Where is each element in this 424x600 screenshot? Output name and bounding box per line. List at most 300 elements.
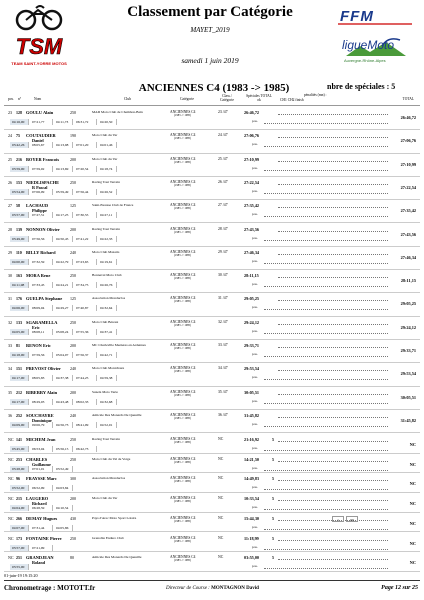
split-time: 07:41,22	[74, 236, 97, 242]
row-category: ANCIENNES C4	[170, 203, 196, 208]
split-time: 04:50,45	[54, 236, 73, 242]
row-cylinder: 190	[70, 133, 76, 139]
row-name: GUELPA Stephane	[26, 296, 63, 302]
row-name: LAUGERO	[26, 496, 49, 502]
row-pos: 29	[8, 249, 12, 255]
row-pos-label: pos.	[252, 446, 258, 450]
split-time: 05:08,24	[54, 329, 73, 335]
row-pos: NC	[8, 515, 14, 521]
split-time: 08:09,04	[30, 305, 53, 311]
row-category-range: (1983 -> 1985)	[174, 114, 191, 117]
row-firstname: Eric	[32, 324, 40, 330]
row-class: NC	[218, 456, 224, 461]
row-club: Moto Club du Val de Vorge	[92, 456, 131, 461]
row-cylinder: 300	[70, 476, 76, 482]
row-total: NC	[409, 481, 416, 487]
row-name: SOUCHAYRE	[26, 412, 54, 418]
col-speciales: Spéciales TOTAL ok	[246, 94, 272, 102]
row-name: COUTAUDIER	[26, 133, 56, 139]
split-time: 04:20,50	[98, 119, 117, 125]
row-club: Racing Tout Terrain	[92, 179, 120, 184]
row-category: ANCIENNES C4	[170, 366, 196, 371]
row-total-specials: 03:55,00	[244, 555, 260, 561]
row-total: 29:33,71	[400, 348, 416, 353]
row-pos-label: pos.	[252, 188, 258, 193]
row-name: MORA Rene	[26, 273, 51, 279]
row-name: DEMAY Hugues	[26, 515, 58, 521]
split-time: 04:19,61	[98, 259, 117, 265]
table-row	[4, 270, 420, 293]
split-time: 07:27,51	[30, 212, 53, 218]
split-time: 07:55,36	[74, 329, 97, 335]
row-total: NC	[409, 442, 416, 447]
split-time: 03:52,00	[10, 485, 29, 491]
row-penalty: 5	[272, 476, 274, 482]
row-pos: 34	[8, 366, 12, 372]
split-time: 04:27,11	[98, 212, 117, 218]
row-club: Moto Club Béreux	[92, 319, 119, 324]
row-total: 27:22,54	[400, 184, 416, 190]
table-row	[4, 410, 420, 433]
row-total: 29:24,12	[400, 324, 416, 330]
table-row	[4, 473, 420, 493]
penalty-line	[278, 496, 388, 501]
position-line	[264, 212, 388, 217]
split-time: 06:53,04	[30, 446, 53, 452]
row-class: 24 /47	[218, 133, 228, 138]
row-number: 133	[16, 319, 22, 325]
row-number: 139	[16, 226, 22, 232]
event-name: MAYET_2019	[190, 26, 230, 34]
row-club: Saint-Eustase Club de France	[92, 203, 134, 208]
row-pos-label: pos.	[252, 142, 258, 147]
row-class: 28 /47	[218, 226, 228, 231]
row-name: CHARLES	[26, 456, 48, 462]
row-name: SGARAMELLA	[26, 319, 58, 325]
row-club: Pays d'Arac Moto Sport Loisirs	[92, 515, 137, 520]
row-pos: 32	[8, 319, 12, 325]
row-number: 153	[16, 179, 22, 185]
split-time: 07:59,02	[30, 166, 53, 172]
split-time: 04:26,52	[98, 189, 117, 195]
row-number: 163	[16, 273, 22, 279]
position-line	[264, 166, 388, 171]
row-class: 33 /47	[218, 343, 228, 347]
row-category-range: (1983 -> 1985)	[174, 323, 191, 327]
split-time: 03:49,00	[10, 236, 29, 242]
row-firstname: Dominique	[32, 417, 52, 423]
row-category: ANCIENNES C4	[170, 249, 196, 254]
split-time: 09:06,79	[30, 422, 53, 428]
row-number: 81	[16, 343, 20, 348]
split-time: 03:52,49	[54, 466, 73, 472]
position-line	[264, 485, 388, 490]
split-time: 07:59,56	[30, 352, 53, 358]
row-total-specials: 10:33,54	[244, 496, 260, 502]
position-line	[264, 189, 388, 194]
position-line	[264, 466, 388, 471]
page-title: Classement par Catégorie	[127, 4, 293, 20]
table-row	[4, 340, 420, 363]
nb-speciales-label: nbre de spéciales :	[327, 82, 390, 91]
row-cylinder: 200	[70, 389, 76, 395]
row-penalty: 5	[272, 555, 274, 561]
tsm-logo	[8, 4, 70, 68]
table-row	[4, 154, 420, 177]
table-row	[4, 317, 420, 340]
row-name: LACHAUD	[26, 203, 49, 209]
row-name: GOULU Alain	[26, 110, 54, 115]
svg-text:TSM: TSM	[15, 34, 63, 59]
split-time: 08:29,03	[30, 399, 53, 405]
penalty-line	[278, 180, 388, 185]
split-time: 04:00,00	[10, 259, 29, 265]
split-time: 05:04,07	[54, 352, 73, 358]
split-time: 05:59,49	[54, 189, 73, 195]
row-cylinder: 430	[70, 515, 76, 521]
row-category-range: (1983 -> 1985)	[174, 137, 191, 141]
split-time: 04:09,00	[10, 422, 29, 428]
category-title: ANCIENNES C4 (1983 -> 1985)	[138, 82, 290, 94]
row-club: Amicale Des Monards De Queuille	[92, 412, 142, 417]
row-category-range: (1983 -> 1985)	[174, 441, 191, 444]
row-number: 212	[16, 389, 22, 395]
position-line	[264, 446, 388, 451]
row-club: Moto Club du Var	[92, 133, 118, 138]
row-category: ANCIENNES C4	[170, 535, 196, 540]
position-line	[264, 352, 388, 357]
row-category-range: (1983 -> 1985)	[174, 393, 191, 397]
row-pos: 25	[8, 156, 12, 162]
penalty-line	[278, 227, 388, 232]
row-class: NC	[218, 535, 224, 540]
row-class: 34 /47	[218, 366, 228, 371]
row-number: 141	[16, 437, 22, 442]
split-time: 04:32,68	[98, 399, 117, 405]
row-class: 27 /47	[218, 203, 228, 208]
split-time: 07:56,37	[74, 352, 97, 358]
split-time: 07:34,75	[74, 282, 97, 288]
event-date: samedi 1 juin 2019	[181, 56, 239, 65]
table-row	[4, 493, 420, 513]
split-time: 03:57,00	[10, 212, 29, 218]
row-total-specials: 30:05,51	[244, 389, 260, 395]
split-time: 05:56,15	[54, 446, 73, 452]
row-number: 58	[16, 203, 20, 209]
table-row	[4, 513, 420, 533]
penalty-line	[278, 343, 388, 348]
table-row	[4, 363, 420, 386]
row-club: Moto Club Montchaux	[92, 366, 125, 371]
row-number: 128	[16, 110, 22, 115]
row-number: 216	[16, 156, 22, 162]
row-total: 29:53,54	[400, 371, 416, 377]
row-penalty: 5	[272, 437, 274, 442]
row-total: 30:05,51	[400, 394, 416, 400]
row-total: 31:45,82	[400, 417, 416, 423]
row-cylinder: 200	[70, 226, 76, 232]
row-total: 27:06,76	[400, 138, 416, 144]
row-total-specials: 29:24,12	[244, 319, 260, 325]
row-club: Racing Tout Terrain	[92, 226, 120, 231]
row-pos: NC	[8, 437, 14, 442]
row-number: 253	[16, 456, 22, 462]
row-pos-label: pos.	[252, 375, 258, 380]
row-name: FRAYSSE Marc	[26, 476, 57, 482]
row-cylinder: 250	[70, 456, 76, 462]
split-time: 04:22,79	[54, 259, 73, 265]
row-pos: NC	[8, 476, 14, 482]
row-cylinder: 125	[70, 203, 76, 209]
split-time: 04:04,00	[10, 505, 29, 511]
split-time: 04:18,74	[98, 166, 117, 172]
position-line	[264, 305, 388, 310]
row-penalty: 5	[272, 496, 274, 502]
table-row	[4, 293, 420, 316]
tsm-caption: TEAM SAINT-YORRE MOTOS	[11, 61, 67, 66]
row-category: ANCIENNES C4	[170, 110, 196, 114]
row-pos: 33	[8, 343, 12, 348]
split-time: 07:30,55	[74, 212, 97, 218]
row-category: ANCIENNES C4	[170, 343, 196, 347]
ffm-text: FFM	[340, 8, 374, 25]
split-time: 08:02,33	[74, 399, 97, 405]
row-pos-label: pos.	[252, 398, 258, 403]
row-pos: 35	[8, 389, 12, 395]
row-total-specials: 27:43,56	[244, 226, 260, 232]
row-cylinder: 250	[70, 110, 76, 115]
row-category-range: (1983 -> 1985)	[174, 370, 191, 374]
row-club: Moto Club Mazaris	[92, 249, 120, 254]
row-category-range: (1983 -> 1985)	[174, 300, 191, 304]
row-class: 25 /47	[218, 156, 228, 161]
row-number: 252	[16, 412, 22, 418]
row-category-range: (1983 -> 1985)	[174, 519, 191, 523]
footer-page: Page 12 sur 25	[381, 585, 418, 591]
row-pos-label: pos.	[252, 485, 258, 490]
col-pos: pos.	[8, 97, 14, 101]
split-time: 04:05,86	[54, 525, 73, 531]
row-cylinder: 250	[70, 535, 76, 541]
split-time: 04:37,41	[98, 329, 117, 335]
row-pos-label: pos.	[252, 352, 258, 356]
position-line	[264, 329, 388, 334]
split-time: 07:21,99	[30, 545, 53, 551]
split-time: 06:52,99	[30, 485, 53, 491]
split-time: 04:59,38	[98, 375, 117, 381]
row-cylinder: 250	[70, 179, 76, 185]
row-class: 36 /47	[218, 412, 228, 417]
col-classement: Class./ Catégorie	[220, 94, 234, 102]
row-pos: NC	[8, 456, 14, 462]
row-firstname: Daniel	[32, 138, 44, 144]
row-club: Amicale Des Monards De Queuille	[92, 555, 142, 560]
position-line	[264, 119, 388, 124]
print-timestamp: 01-juin-19 19:15:20	[4, 573, 38, 578]
row-number: 75	[16, 133, 20, 139]
split-time: 07:56,44	[74, 189, 97, 195]
row-club: Suzela Moto Verte	[92, 389, 118, 394]
row-category: ANCIENNES C4	[170, 496, 196, 501]
row-pos: NC	[8, 496, 14, 502]
row-total: NC	[409, 501, 416, 507]
row-category: ANCIENNES C4	[170, 389, 196, 394]
footer-director	[166, 586, 259, 591]
row-total: 27:10,99	[400, 161, 416, 167]
row-total: 28:11,15	[400, 278, 416, 284]
row-club: Bonneval Moto Club	[92, 273, 122, 278]
row-category: ANCIENNES C4	[170, 456, 196, 461]
split-time: 03:55,00	[10, 564, 29, 570]
row-total-specials: 27:46,34	[244, 249, 260, 255]
row-total: NC	[409, 520, 416, 526]
row-cylinder: 200	[70, 343, 76, 348]
row-name: NONNON Olivier	[26, 226, 60, 232]
row-separator	[4, 571, 420, 572]
row-club: Racing Tout Terrain	[92, 437, 120, 441]
split-time: 04:17,00	[10, 375, 29, 381]
split-time: 03:54,00	[10, 189, 29, 195]
penalty-line	[278, 250, 388, 255]
position-line	[264, 564, 388, 569]
position-line	[264, 545, 388, 550]
position-line	[264, 282, 388, 287]
split-time: 07:56,56	[30, 236, 53, 242]
split-time: 04:07,00	[10, 525, 29, 531]
position-line	[264, 399, 388, 404]
col-club: Club	[124, 97, 131, 101]
split-time: 07:31,44	[30, 525, 53, 531]
row-cylinder: 80	[70, 555, 74, 561]
row-number: 151	[16, 366, 22, 372]
position-line	[264, 142, 388, 147]
split-time: 04:22,33	[98, 236, 117, 242]
row-category-range: (1983 -> 1985)	[174, 230, 191, 234]
split-time: 04:01,46	[98, 142, 117, 148]
row-firstname: Roland	[32, 560, 46, 566]
footer-chrono: Chronometrage : MOTOTT.fr	[4, 584, 96, 592]
footer-divider	[4, 580, 420, 581]
row-pos-label: pos.	[252, 564, 258, 569]
row-total-specials: 27:06,76	[244, 133, 260, 139]
row-pos-label: pos.	[252, 212, 258, 217]
ffm-logo	[336, 6, 416, 72]
row-club: Moto Club du Var	[92, 156, 118, 161]
split-time: 03:57,00	[10, 545, 29, 551]
row-class: NC	[218, 437, 224, 441]
row-club: Association Monduclos	[92, 296, 126, 301]
row-total-specials: 29:05,25	[244, 296, 260, 302]
split-time: 08:05,67	[30, 142, 53, 148]
row-pos: NC	[8, 555, 14, 561]
row-pos-label: pos.	[252, 544, 258, 549]
split-time: 07:20,54	[74, 166, 97, 172]
row-club: Association Monduclos	[92, 476, 126, 481]
split-time: 06:42,73	[74, 446, 97, 452]
row-total-specials: 14:49,83	[244, 476, 260, 482]
col-penalites: pénalités (mn) :	[304, 93, 327, 97]
penalty-line	[278, 555, 388, 560]
row-category-range: (1983 -> 1985)	[174, 347, 191, 350]
row-category-range: (1983 -> 1985)	[174, 539, 191, 543]
row-pos: 30	[8, 273, 12, 279]
footer-director-label: Directeur de Course :	[166, 586, 210, 591]
row-number: 215	[16, 496, 22, 502]
penalty-line	[278, 366, 388, 371]
row-class: 30 /47	[218, 273, 228, 278]
col-nom: Nom	[34, 97, 42, 101]
penalty-line	[278, 203, 388, 208]
row-category-range: (1983 -> 1985)	[174, 253, 191, 257]
split-time: 07:32,59	[30, 259, 53, 265]
penalty-line	[278, 133, 388, 138]
table-row	[4, 533, 420, 553]
row-cylinder: 200	[70, 496, 76, 502]
row-number: 173	[16, 535, 22, 541]
table-row	[4, 224, 420, 247]
row-total: 27:35,42	[400, 208, 416, 214]
row-club: Moto Club du Var	[92, 496, 118, 501]
table-row	[4, 247, 420, 270]
row-category: ANCIENNES C4	[170, 226, 196, 231]
row-number: 176	[16, 296, 22, 302]
row-pos-label: pos.	[252, 328, 258, 333]
row-total-specials: 29:53,54	[244, 366, 260, 372]
row-category-range: (1983 -> 1985)	[174, 559, 191, 563]
column-header	[4, 92, 420, 106]
table-row	[4, 130, 420, 153]
split-time: 04:06,00	[10, 305, 29, 311]
row-penalty: 5	[272, 535, 274, 541]
split-time: 07:40,87	[74, 305, 97, 311]
row-category: ANCIENNES C4	[170, 296, 196, 301]
row-class: 35 /47	[218, 389, 228, 394]
penalty-line	[278, 390, 388, 395]
position-line	[264, 505, 388, 510]
split-time: 04:11,98	[10, 282, 29, 288]
row-number: 96	[16, 476, 20, 482]
position-line	[264, 375, 388, 380]
split-time: 04:42,71	[98, 352, 117, 358]
penalty-box: 1	[332, 516, 344, 522]
table-row	[4, 434, 420, 454]
split-time: 04:37,38	[54, 375, 73, 381]
row-penalty: 5	[272, 515, 274, 521]
row-name: RIBERRY Alain	[26, 389, 58, 395]
row-total: 27:43,56	[400, 231, 416, 237]
row-class: NC	[218, 515, 224, 520]
table-row	[4, 177, 420, 200]
row-name: PREVOST Olivier	[26, 366, 61, 372]
row-category-range: (1983 -> 1985)	[174, 277, 191, 281]
table-row	[4, 454, 420, 474]
row-total: NC	[409, 560, 416, 566]
row-category-range: (1983 -> 1985)	[174, 460, 191, 464]
penalty-line	[278, 296, 388, 301]
row-total: NC	[409, 540, 416, 546]
split-time: 04:10,54	[54, 505, 73, 511]
row-club: Grenoble Enduro Club	[92, 535, 124, 540]
row-total-specials: 27:22,54	[244, 179, 260, 185]
row-category: ANCIENNES C4	[170, 133, 196, 138]
row-class: 26 /47	[218, 179, 228, 184]
split-time: 04:03,84	[54, 485, 73, 491]
split-time: 04:26,76	[98, 282, 117, 288]
row-class: NC	[218, 555, 224, 560]
nb-speciales-value: 5	[391, 82, 396, 91]
penalty-box: 60	[346, 516, 358, 522]
row-pos-label: pos.	[252, 421, 258, 426]
